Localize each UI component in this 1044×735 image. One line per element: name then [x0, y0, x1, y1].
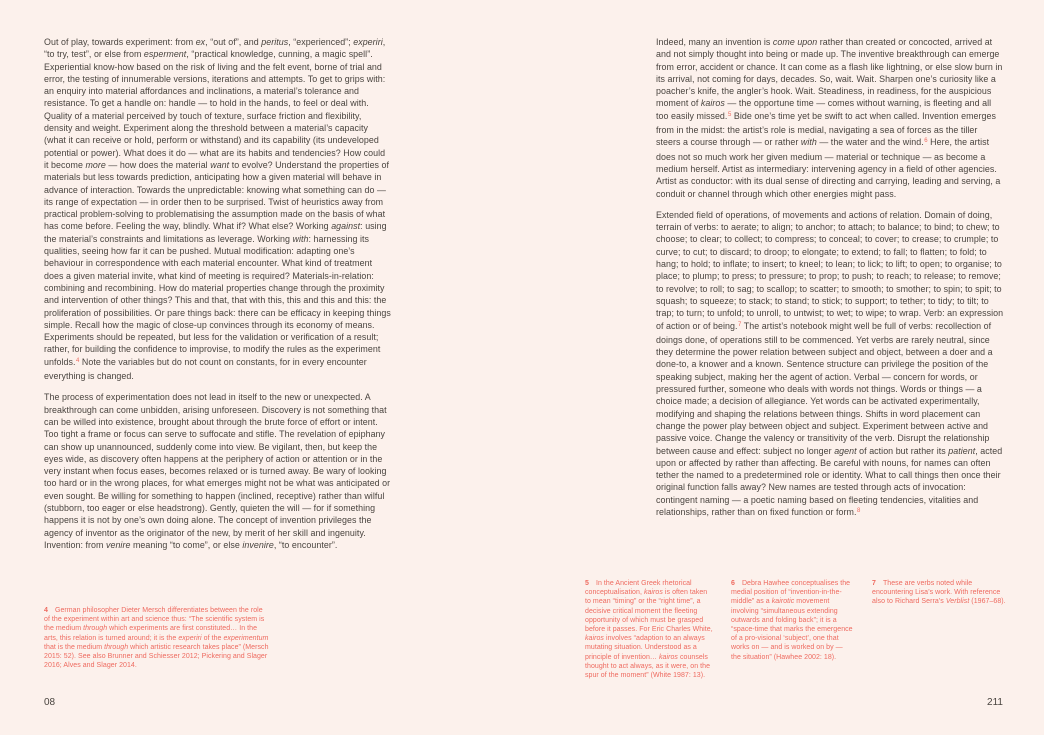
page-right: [522, 0, 1044, 735]
footnote-text: Debra Hawhee conceptualises the medial position of “invention-in-the-middle” as a kairotic movement involving “simultaneous extending outwards and folding back”; it is a “space-time that marks the emergence of a pro-visional ‘subject’, one that works on — and is worked on by — the situation” (Hawhee 2002: 18).: [731, 580, 853, 661]
footnote-4: [44, 606, 269, 670]
footnote-number: 5: [585, 580, 589, 587]
body-paragraph: Indeed, many an invention is come upon rather than created or concocted, arrived at and not simply thought into being or made up. The inventive breakthrough can emerge from error, accident or chance. It can come as a flash like lightning, or else slow burn in its arrival, not coming for days, decades. So, wait. Wait. Sharpen one’s curiosity like a poacher’s knife, the angler’s hook. Wait. Steadiness, in readiness, for the auspicious moment of kairos — the opportune time — comes without warning, is fleeting and all too easily missed.$^5$ Bide one’s time yet be swift to act when called. Invention emerges from in the midst: the artist’s role is medial, navigating a sea of forces as the tiller steers a course through — or rather with — the water and the wind.$^6$ Here, the artist does not so much work her given medium — material or technique — as become a medium herself. Artist as intermediary: intervening agency in a field of other agencies. Artist as conductor: with its dual sense of directing and carrying, leading and serving, a conduit or channel through which other energies might pass.: [656, 37, 1003, 199]
page-number-left: 08: [44, 697, 56, 708]
footnote-5: [585, 579, 713, 680]
footnote-7: [872, 579, 1007, 607]
left-body-text: [44, 36, 392, 560]
footnote-6: [731, 579, 853, 662]
footnote-text: German philosopher Dieter Mersch differentiates between the role of the experiment within art and science thus: “The scientific system is the medium through which experiments are first constituted… In the arts, this relation is turned around; it is the experiri of the experimentum that is the medium through which artistic research takes place” (Mersch 2015: 52). See also Brunner and Schiesser 2012; Pickering and Slager 2016; Alves and Slager 2014.: [44, 607, 269, 670]
page-number-right: 211: [987, 697, 1003, 708]
footnote-number: 4: [44, 607, 48, 614]
footnote-text: In the Ancient Greek rhetorical conceptualisation, kairos is often taken to mean “timing” or the “right time”, a decisive critical moment the fleeting opportunity of which must be grasped before it passes. For Eric Charles White, kairos involves “adaption to an always mutating situation. Understood as a principle of invention… kairos counsels thought to act always, as it were, on the spur of the moment” (White 1987: 13).: [585, 580, 713, 680]
body-paragraph: The process of experimentation does not lead in itself to the new or unexpected. A breakthrough can come unbidden, arising unforeseen. Discovery is not something that can be willed into existence, brought about through the brute force of effort or intent. Too tight a frame or focus can serve to suffocate and stifle. The revelation of epiphany can show up unannounced, suddenly come into view. Be vigilant, then, but keep the eyes wide, as discovery often happens at the periphery of action or attention or in the very instant when focus eases, becomes relaxed or is turned away. Be wary of looking too hard or in the wrong places, for what emerges might not be what was anticipated or even sought. Be willing for something to happen (inclined, receptive) rather than wilful (stubborn, too eager or else headstrong). Gently, quieten the will — for if something happens it is not by one’s own doing alone. The concept of invention privileges the agency of inventor as the originator of the new, by merit of her skill and ingenuity. Invention: from venire meaning “to come”, or else invenire, “to encounter”.: [44, 392, 391, 550]
body-paragraph: Extended field of operations, of movements and actions of relation. Domain of doing, terrain of verbs: to aerate; to align; to anchor; to attach; to balance; to bind; to chew; to choose; to clear; to collect; to compress; to conceal; to cover; to crease; to crumple; to curve; to cut; to discard; to droop; to elongate; to extend; to fall; to flatten; to fold; to hang; to hold; to inflate; to insert; to kneel; to lean; to lick; to lift; to open; to organise; to place; to plump; to press; to pressure; to prop; to push; to reach; to release; to remove; to revolve; to roll; to sag; to scallop; to scatter; to smooth; to smother; to spin; to spit; to squash; to squeeze; to stack; to stand; to stick; to support; to tether; to tidy; to tilt; to trap; to turn; to unfold; to unroll, to untwist; to wet; to wipe; to wrap. Verb: an expression of action or of being.$^7$ The artist’s notebook might well be full of verbs: recollection of doings done, of operations still to be commenced. Yet verbs are rarely neutral, since they determine the power relation between subject and object, between a doer and a done-to, a knower and a known. Sentence structure can privilege the position of the speaking subject, making her the agent of action. Verbal — concern for words, or pressured further, someone who deals with words not things. Words or things — a choice made; a decision of allegiance. Yet words can be activated experimentally, modifying and shaping the relations between things. Shifts in word placement can change the power play between object and subject. Experiment between active and passive voice. Change the valency or transitivity of the verb. Disrupt the relationship between cause and effect: subject no longer agent of action but rather its patient, acted upon or affected by rather than affecting. Be careful with nouns, for names can often tether the named to a predetermined role or identity. What to call things then once their original function falls away? New names are tested through acts of invocation: contingent naming — a poetic naming based on fleeting tendencies, vitalities and relationships, rather than on fixed function or form.$^8$: [656, 209, 1004, 517]
footnote-number: 6: [731, 580, 735, 587]
right-body-text: [656, 36, 1004, 529]
footnote-text: These are verbs noted while encountering Lisa’s work. With reference also to Richard Serra’s Verblist (1967–68).: [872, 580, 1006, 606]
body-paragraph: Out of play, towards experiment: from ex, “out of”, and peritus, “experienced”; experiri, “to try, test”, or else from esperment, “practical knowledge, cunning, a magic spell”. Experiential know-how based on the risk of living and the felt event, borne of trial and error, the testing of innumerable versions, iterations and attempts. To get to grips with: an enquiry into material affordances and inclinations, a material’s tolerance and resistance. To get a handle on: handle — to hold in the hands, to feel or deal with. Quality of a material perceived by touch of texture, surface friction and flexibility, density and weight. Experiment along the threshold between a material’s capacity (what it can receive or hold, perform or withstand) and its capability (its undeveloped potential or power). What does it do — what are its habits and tendencies? How could it become more — how does the material want to evolve? Understand the properties of materials but less towards prediction, anticipating how a given material will behave in advance of interaction. Towards the unpredictable: knowing what something can do — its range of expectation — in order then to be surprised. Twist of heuristics away from practical problem-solving to problematising the assumption made on the basis of what has come before. Feeling the way, blindly. What if? What else? Working against: using the material’s constraints and limitations as leverage. Working with: harnessing its qualities, seeing how far it can be pushed. Mutual modification: adapting one’s behaviour in correspondence with each material encounter. What kind of treatment does a given material invite, what kind of meeting is required? Materials-in-relation: combining and recombining. How do material properties change through the proximity and intervention of other things? This and that, that with this, this and this and this: the proliferation of possibilities. Or pare things back: there can be efficacy in keeping things simple. Recall how the magic of close-up convinces through its economy of means. Experiments should be repeated, but less for the validation or verification of a result; rather, for building the confidence to improvise, to modify the rules as the experiment unfolds.$^4$ Note the variables but do not count on constants, for in every encounter everything is changed.: [44, 37, 391, 382]
footnote-number: 7: [872, 580, 876, 587]
